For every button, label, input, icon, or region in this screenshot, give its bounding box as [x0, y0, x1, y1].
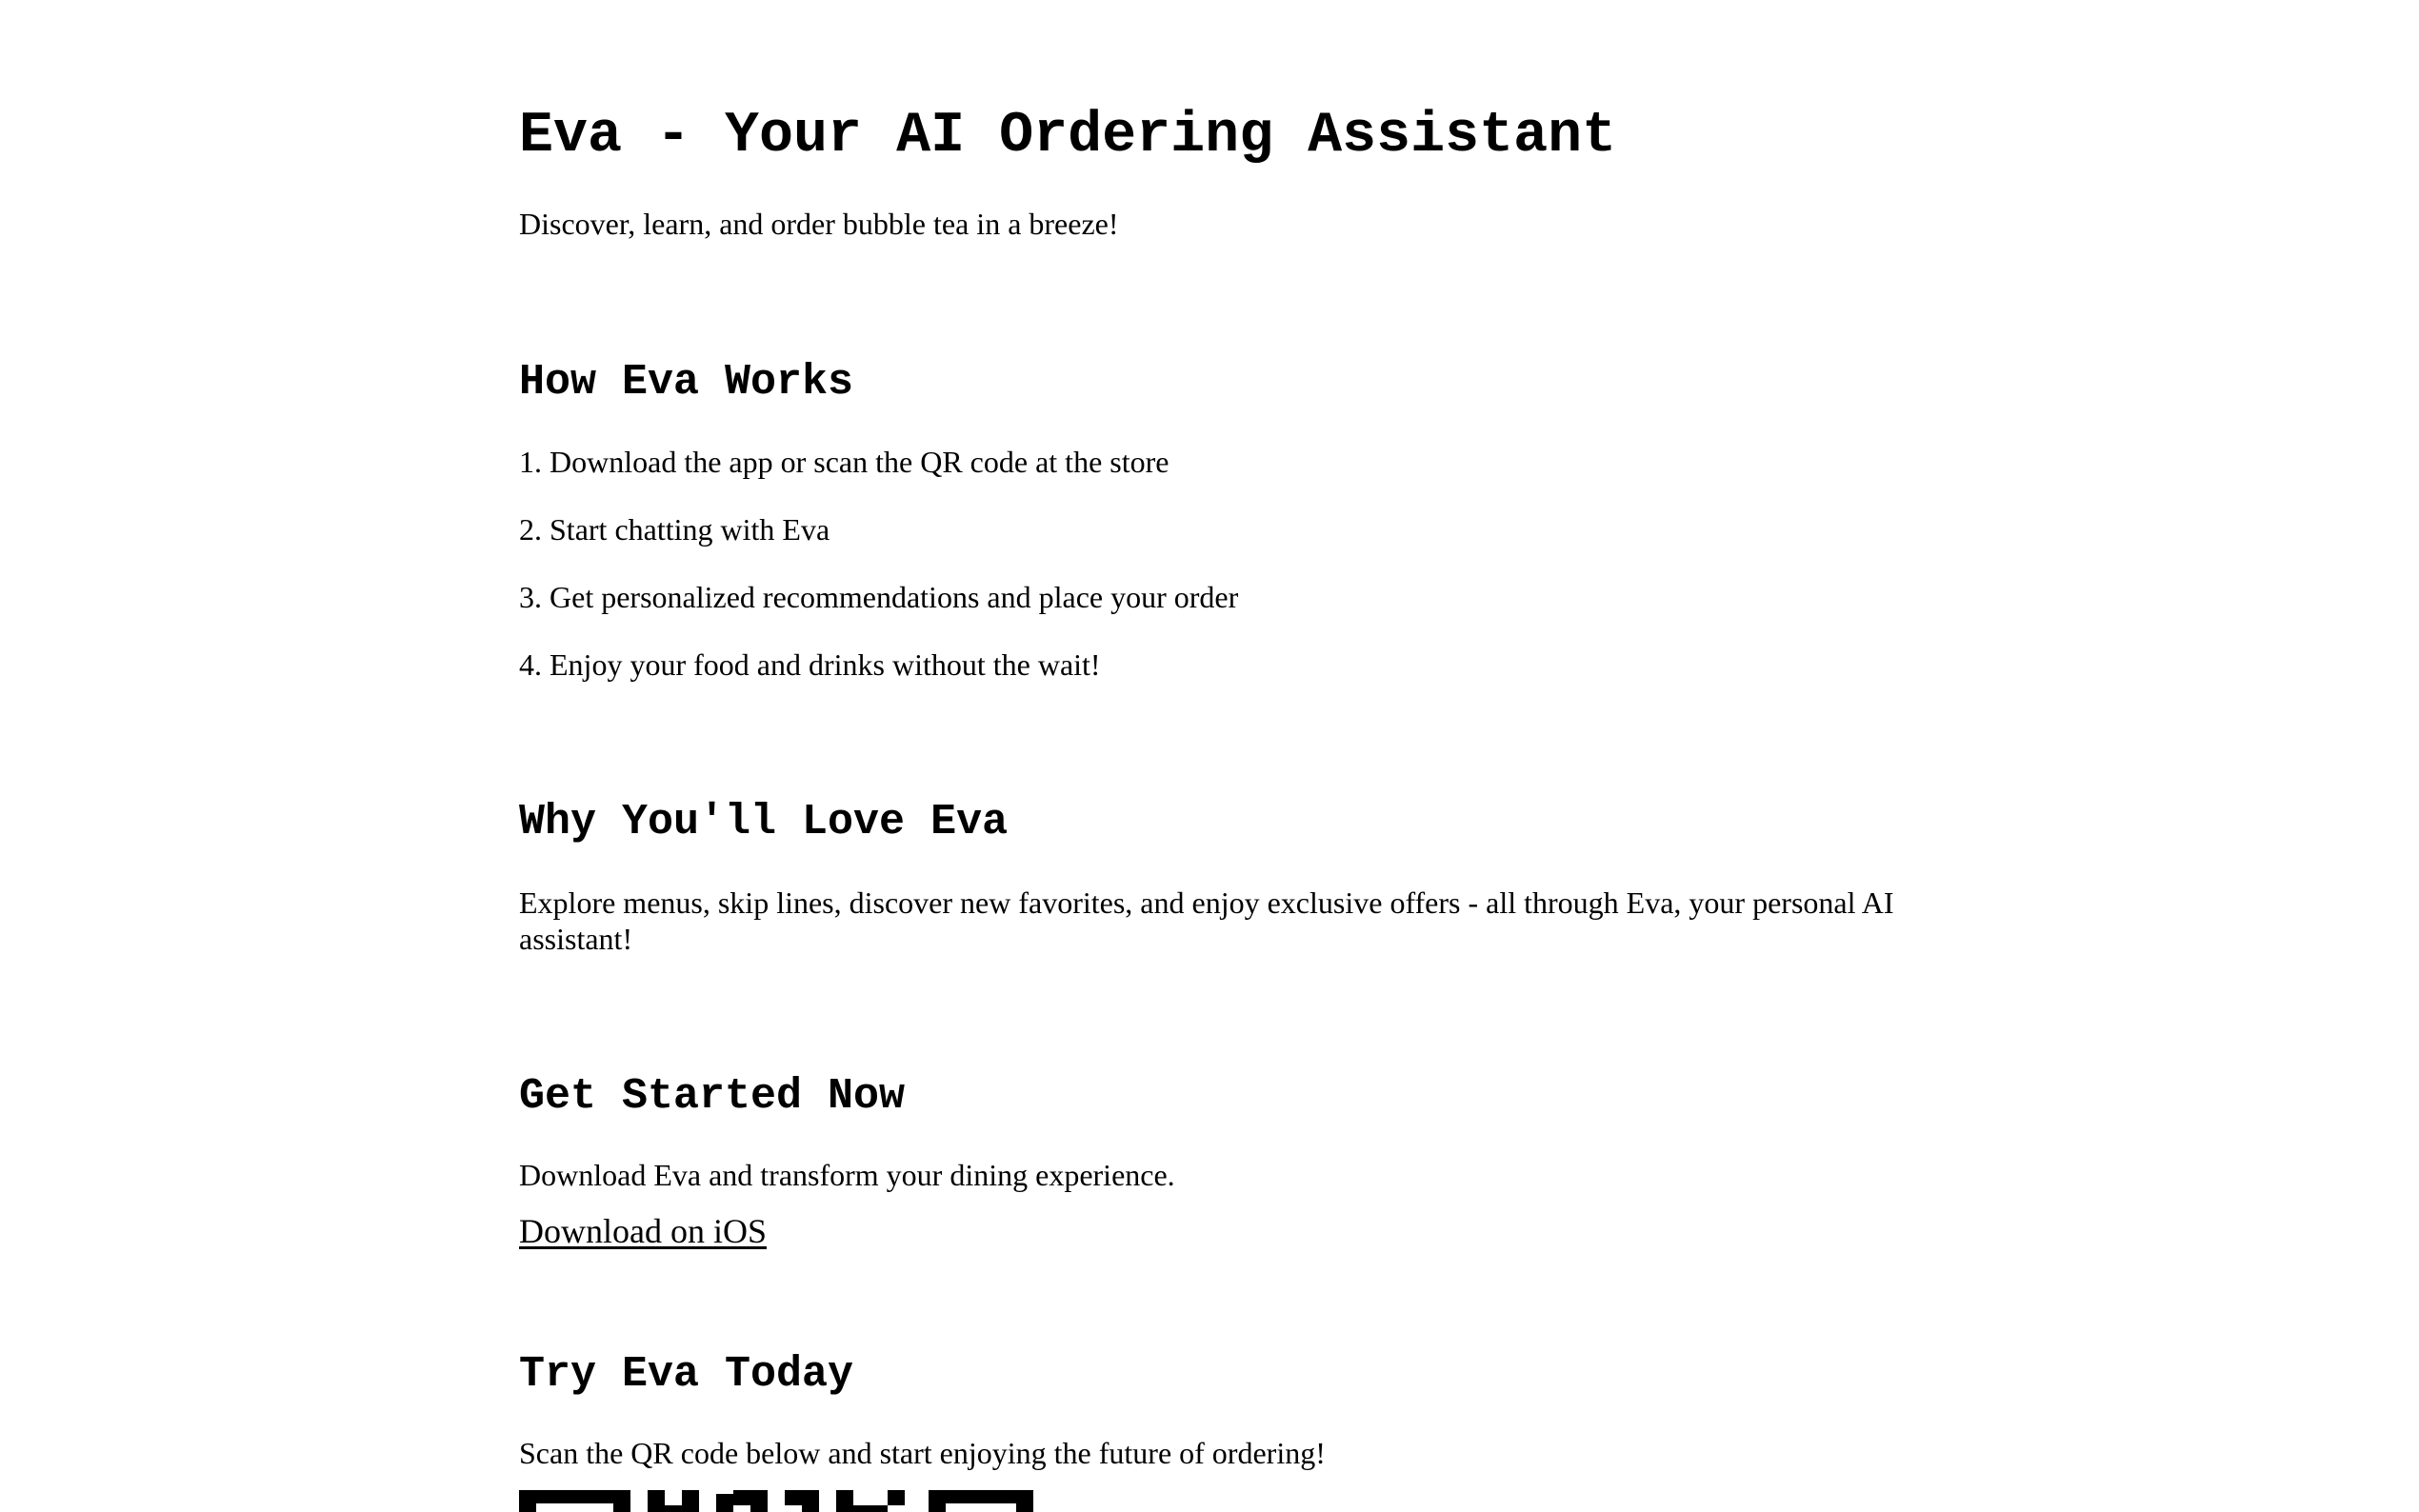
step-item: 3. Get personalized recommendations and place your order [519, 580, 1239, 614]
how-it-works-heading: How Eva Works [519, 358, 854, 407]
step-item: 1. Download the app or scan the QR code at the store [519, 445, 1170, 479]
page-subtitle: Discover, learn, and order bubble tea in a breeze! [519, 207, 1119, 241]
download-ios-link[interactable]: Download on iOS [519, 1212, 767, 1250]
qr-code-image [519, 1490, 1033, 1512]
try-today-text: Scan the QR code below and start enjoying the future of ordering! [519, 1436, 1326, 1470]
page-title: Eva - Your AI Ordering Assistant [519, 104, 1617, 169]
try-today-heading: Try Eva Today [519, 1350, 854, 1399]
step-item: 4. Enjoy your food and drinks without the wait! [519, 647, 1101, 682]
get-started-text: Download Eva and transform your dining experience. [519, 1158, 1175, 1192]
get-started-heading: Get Started Now [519, 1072, 906, 1121]
why-love-text: Explore menus, skip lines, discover new favorites, and enjoy exclusive offers - all through Eva, your personal AI assistant! [519, 885, 1894, 956]
step-item: 2. Start chatting with Eva [519, 512, 830, 547]
why-love-heading: Why You'll Love Eva [519, 798, 1009, 846]
